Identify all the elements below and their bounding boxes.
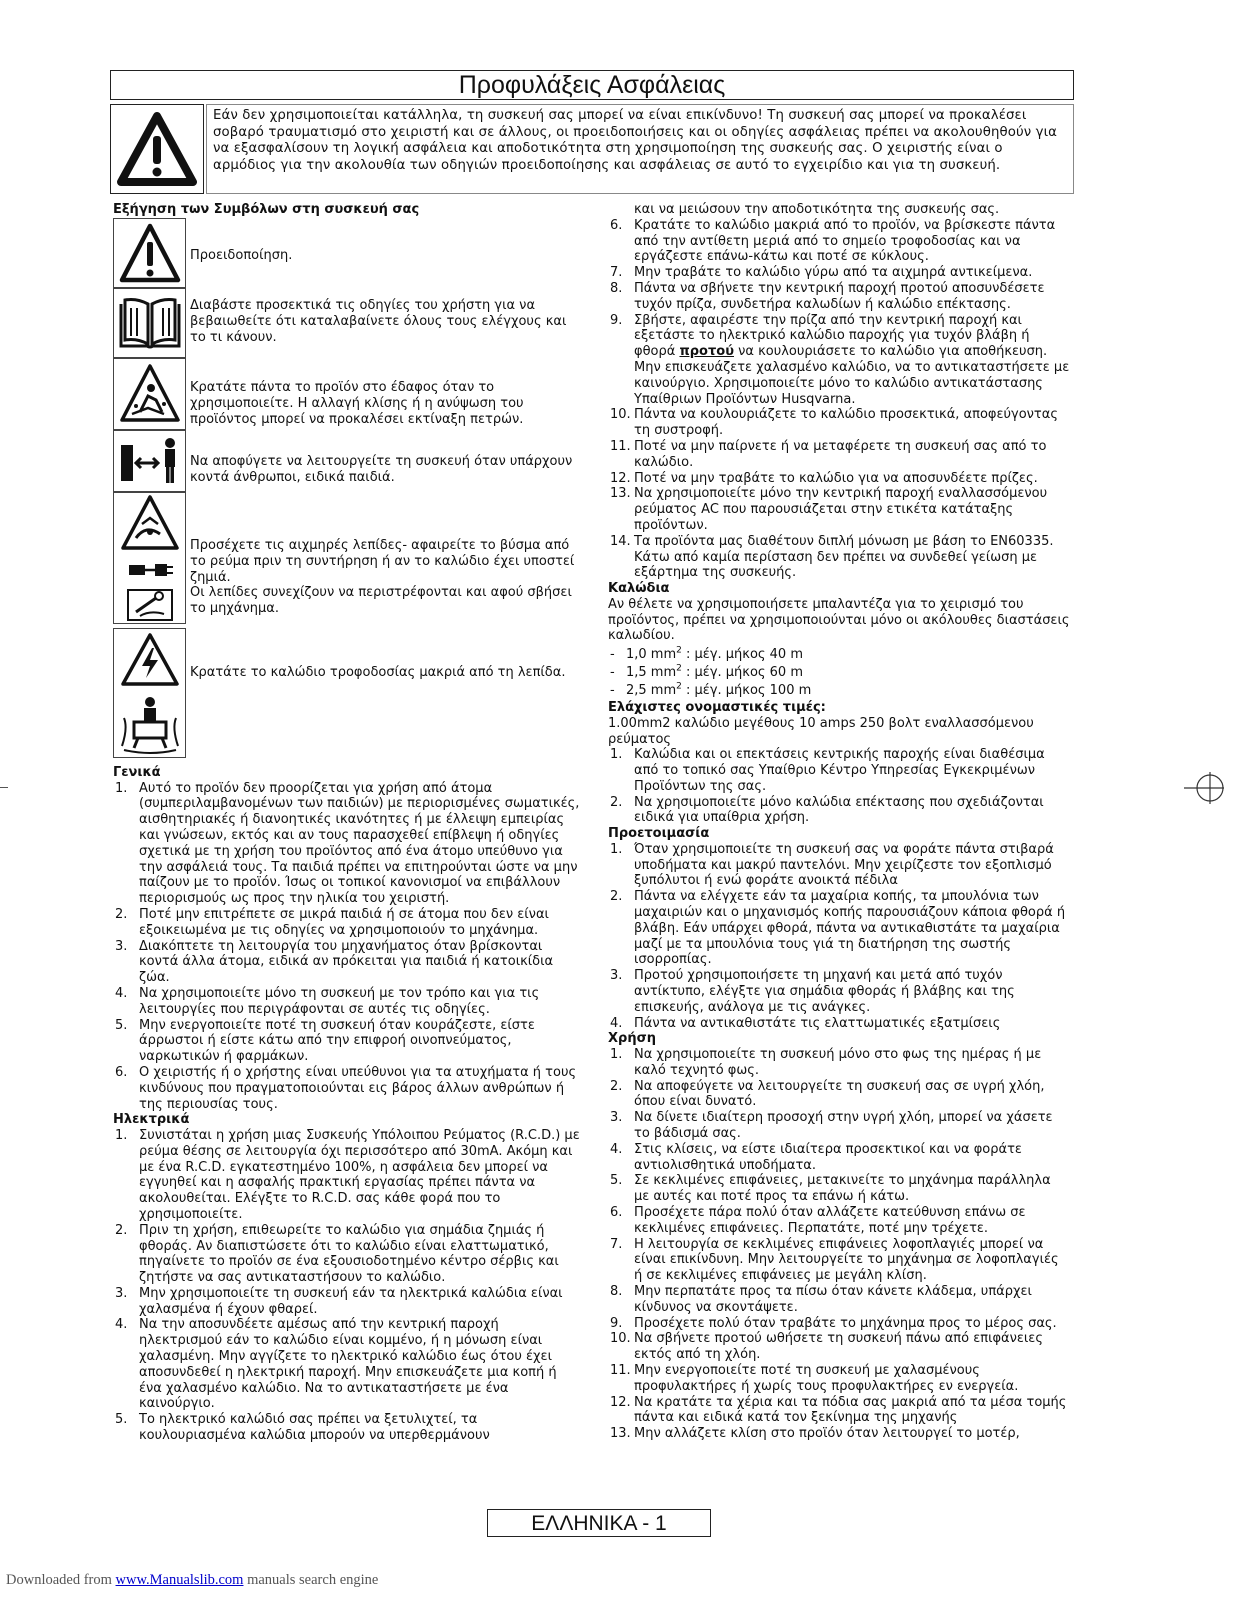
warning-symbol-label: Προειδοποίηση. <box>190 248 293 263</box>
blades-keep-rotating-text: Οι λεπίδες συνεχίζουν να περιστρέφονται και αφού σβήσει το μηχάνημα. <box>190 585 572 617</box>
cable-sizes-list <box>608 646 1070 700</box>
list-item: 12. Να κρατάτε τα χέρια και τα πόδια σας μακριά από τα μέσα τομής πάντα και ειδικά κατά τον ξεκίνημα της μηχανής <box>610 1394 1067 1426</box>
general-heading: Γενικά <box>113 765 161 780</box>
list-item: 5. Σε κεκλιμένες επιφάνειες, μετακινείτε το μηχάνημα παράλληλα με αυτές και ποτέ προς τα επάνω ή κάτω. <box>610 1173 1051 1205</box>
list-item: 10. Πάντα να κουλουριάζετε το καλώδιο προσεκτικά, αποφεύγοντας τη συστροφή. <box>610 407 1058 439</box>
list-item: 6. Ο χειριστής ή ο χρήστης είναι υπεύθυνοι για τα ατυχήματα ή τους κινδύνους που πραγματοποιούνται εις βάρος άλλων ανθρώπων ή της περιουσίας τους. <box>115 1064 577 1112</box>
list-item: 1. Αυτό το προϊόν δεν προορίζεται για χρήση από άτομα (συμπεριλαμβανομένων των παιδιών) με περιορισμένες σωματικές, αισθητηριακές ή διανοητικές ικανότητες ή με έλλειψη εμπειρίας και γνώσεων, εκτός και αν τους παρασχεθεί επίβλεψη ή οδηγίες σχετικά με τη χρήση του προϊόντος από ένα άτομο υπεύθυνο για την ασφάλειά τους. Τα παιδιά πρέπει να επιτηρούνται ώστε να μην παίζουν με το προϊόν. Ίσως οι τοπικοί κανονισμοί να επιβάλλουν περιορισμούς ως προς την ηλικία του χειριστή. <box>115 780 580 907</box>
use-heading: Χρήση <box>608 1031 656 1047</box>
list-item: 2. Να αποφεύγετε να λειτουργείτε τη συσκευή σας σε υγρή χλόη, όπου είναι δυνατό. <box>610 1078 1045 1110</box>
list-item: 4. Στις κλίσεις, να είστε ιδιαίτερα προσεκτικοί και να φοράτε αντιολισθητικά υποδήματα. <box>610 1141 1022 1173</box>
list-item: 8. Πάντα να σβήνετε την κεντρική παροχή προτού αποσυνδέσετε τυχόν πρίζα, συνδετήρα καλωδίων ή καλώδιο επέκτασης. <box>610 280 1045 312</box>
list-item: 6. Κρατάτε το καλώδιο μακριά από το προϊόν, να βρίσκεστε πάντα από την αντίθετη μεριά από το σημείο τροφοδοσίας και να εργάζεστε επάνω-κάτω και ποτέ σε κύκλους. <box>610 217 1056 265</box>
maintenance-icon <box>126 588 174 622</box>
list-item: 5. Το ηλεκτρικό καλώδιό σας πρέπει να ξετυλιχτεί, τα κουλουριασμένα καλώδια μπορούν να υπερθερμάνουν <box>115 1412 490 1444</box>
thrown-objects-icon <box>113 358 186 430</box>
list-item: 1. Καλώδια και οι επεκτάσεις κεντρικής παροχής είναι διαθέσιμα από το τοπικό σας Υπαίθριο Κέντρο Υπηρεσίας Εγκεκριμένων Προϊόντων της σας. <box>610 747 1045 794</box>
list-item: 6. Προσέχετε πάρα πολύ όταν αλλάζετε κατεύθυνση επάνω σε κεκλιμένες επιφάνειες. Περπατάτε, ποτέ μην τρέχετε. <box>610 1205 1026 1236</box>
use-list <box>608 1047 1070 1442</box>
list-item: 10. Να σβήνετε προτού ωθήσετε τη συσκευή πάνω από επιφάνειες εκτός από τη χλόη. <box>610 1331 1043 1363</box>
sharp-blades-icon <box>113 492 186 624</box>
list-item: 4. Να την αποσυνδέετε αμέσως από την κεντρική παροχή ηλεκτρισμού εάν το καλώδιο είναι κομμένο, ή η μόνωση είναι χαλασμένη. Μην αγγίζετε το ηλεκτρικό καλώδιο έως ότου έχει αποσυνδεθεί η ηλεκτρική παροχή. Μην επισκευάζετε μια κοπή ή ένα χαλασμένο καλώδιο. Να το αντικαταστήσετε με ένα καινούργιο. <box>115 1317 557 1412</box>
unplug-icon <box>125 555 175 585</box>
bystanders-distance-icon <box>113 430 186 492</box>
manualslib-link[interactable]: www.Manualslib.com <box>115 1572 244 1588</box>
cable-away-label: Κρατάτε το καλώδιο τροφοδοσίας μακριά από τη λεπίδα. <box>190 665 566 680</box>
bystanders-label: Να αποφύγετε να λειτουργείτε τη συσκευή όταν υπάρχουν κοντά άνθρωποι, ειδικά παιδιά. <box>190 454 573 485</box>
list-item: 11. Ποτέ να μην παίρνετε ή να μεταφέρετε τη συσκευή σας από το καλώδιο. <box>610 438 1047 470</box>
list-item: 2. Πάντα να ελέγχετε εάν τα μαχαίρια κοπής, τα μπουλόνια των μαχαιριών και ο μηχανισμός κοπής παρουσιάζουν κάποια φθορά ή βλάβη. Εάν υπάρχει φθορά, πάντα να αντικαθιστάτε τα μαχαίρια μαζί με τα μπουλόνια τους γιά τη διατήρηση της σωστής ισορροπίας. <box>610 889 1066 968</box>
list-item: 5. Μην ενεργοποιείτε ποτέ τη συσκευή όταν κουράζεστε, είστε άρρωστοι ή είστε κάτω από την επιφροή οινοπνεύματος, ναρκωτικών ή φαρμάκων. <box>115 1017 535 1065</box>
registration-mark-icon <box>1184 768 1224 808</box>
list-item: 13. Να χρησιμοποιείτε μόνο την κεντρική παροχή εναλλασσόμενου ρεύματος AC που παρουσιάζεται στην ετικέτα κατάταξης προϊόντων. <box>610 486 1048 533</box>
symbols-heading: Εξήγηση των Συμβόλων στη συσκευή σας <box>113 202 420 217</box>
page-footer: ΕΛΛΗΝΙΚΑ - 1 <box>487 1509 711 1537</box>
list-item: 9. Σβήστε, αφαιρέστε την πρίζα από την κεντρική παροχή και εξετάστε το ηλεκτρικό καλώδιο παροχής για τυχόν βλάβη ή φθορά προτού να κουλουριάσετε το καλώδιο για αποθήκευση. Μην επισκευάζετε χαλασμένο καλώδιο, να το αντικαταστήσετε με καινούργιο. Χρησιμοποιείτε μόνο το καλώδιο αντικατάστασης Υπαίθριων Προϊόντων Husqvarna. <box>610 312 1070 407</box>
list-item: 3. Να δίνετε ιδιαίτερη προσοχή στην υγρή χλόη, μπορεί να χάσετε το βάδισμά σας. <box>610 1110 1053 1142</box>
page-title: Προφυλάξεις Ασφάλειας <box>110 70 1074 100</box>
list-item: 2. Ποτέ μην επιτρέπετε σε μικρά παιδιά ή σε άτομα που δεν είναι εξοικειωμένα με τις οδηγίες να χρησιμοποιούν το μηχάνημα. <box>115 906 549 938</box>
list-item: 13. Μην αλλάζετε κλίση στο προϊόν όταν λειτουργεί το μοτέρ, <box>610 1426 1020 1442</box>
keep-on-ground-label: Κρατάτε πάντα το προϊόν στο έδαφος όταν το χρησιμοποιείτε. Η αλλαγή κλίσης ή η ανύψωση του προϊόντος μπορεί να προκαλέσει εκτίναξη πετρών. <box>190 380 524 427</box>
warning-symbol-icon <box>113 218 186 288</box>
list-item: 4. Πάντα να αντικαθιστάτε τις ελαττωματικές εξατμίσεις <box>610 1015 1001 1031</box>
list-item: 12. Ποτέ να μην τραβάτε το καλώδιο για να αποσυνδέετε πρίζες. <box>610 470 1038 486</box>
list-item: 9. Προσέχετε πολύ όταν τραβάτε το μηχάνημα προς το μέρος σας. <box>610 1315 1057 1331</box>
list-item: 4. Να χρησιμοποιείτε μόνο τη συσκευή με τον τρόπο και για τις λειτουργίες που περιγράφονται σε αυτές τις οδηγίες. <box>115 985 540 1017</box>
cables-list <box>608 747 1070 826</box>
crop-mark <box>0 787 8 788</box>
list-item: 11. Μην ενεργοποιείτε ποτέ τη συσκευή με χαλασμένους προφυλακτήρες ή χωρίς τους προφυλακτήρες εν ενεργεία. <box>610 1362 1019 1394</box>
read-manual-label: Διαβάστε προσεκτικά τις οδηγίες του χρήστη για να βεβαιωθείτε ότι καταλαβαίνετε όλους τους ελέγχους και το τι κάνουν. <box>190 298 567 345</box>
list-item: 3. Διακόπτετε τη λειτουργία του μηχανήματος όταν βρίσκονται κοντά άλλα άτομα, ειδικά αν πρόκειται για παιδιά ή κατοικίδια ζώα. <box>115 938 554 986</box>
list-item: 14. Τα προϊόντα μας διαθέτουν διπλή μόνωση με βάση το EN60335. Κάτω από καμία περίσταση δεν πρέπει να συνδεθεί γείωση με εξάρτημα της συσκευής. <box>610 533 1054 581</box>
min-ratings-text: 1.00mm2 καλώδιο μεγέθους 10 amps 250 βολτ εναλλασσόμενου ρεύματος <box>608 715 1034 747</box>
intro-warning-text: Εάν δεν χρησιμοποιείται κατάλληλα, τη συσκευή σας μπορεί να είναι επικίνδυνο! Τη συσκευή σας μπορεί να προκαλέσει σοβαρό τραυματισμό στο χειριστή και σε άλλους, οι προειδοποιήσεις και οι οδηγίες ασφάλειας πρέπει να ακολουθηθούν για να εξασφαλίσουν τη λογική ασφάλεια και αποδοτικότητα στη χρησιμοποίηση της συσκευής σας. Ο χειριστής είναι ο αρμόδιος για την ακολουθία των οδηγιών προειδοποίησης και ασφάλειας σε αυτό το εγχειρίδιο και για τη συσκευή. <box>206 104 1074 194</box>
list-item: 1. Συνιστάται η χρήση μιας Συσκευής Υπόλοιπου Ρεύματος (R.C.D.) με ρεύμα θέσης σε λειτουργία όχι περισσότερο από 30mA. Ακόμη και με ένα R.C.D. εγκατεστημένο 100%, η ασφάλεια δεν μπορεί να εγγυηθεί και η ασφαλής πρακτική εργασίας πρέπει πάντα να ακολουθείται. Ελέγξτε το R.C.D. σας κάθε φορά που το χρησιμοποιείτε. <box>115 1127 580 1222</box>
list-item: - 2,5 $mm^2$ : μέγ. μήκος 100 m <box>610 681 812 699</box>
cable-away-from-blade-icon <box>118 694 182 754</box>
general-list <box>113 781 583 1113</box>
electrical-list-continued <box>608 218 1070 581</box>
list-item: 2. Πριν τη χρήση, επιθεωρείτε το καλώδιο για σημάδια ζημιάς ή φθοράς. Αν διαπιστώσετε ότι το καλώδιο είναι ελαττωματικό, πηγαίνετε το προϊόν σε ένα εξουσιοδοτημένο κέντρο σέρβις και ζητήστε να σας αντικαταστήσουν το καλώδιο. <box>115 1222 559 1286</box>
list-item: 3. Προτού χρησιμοποιήσετε τη μηχανή και μετά από τυχόν αντίκτυπο, ελέγξτε για σημάδια φθοράς ή βλάβης και της επισκευής, ανάλογα με τις ανάγκες. <box>610 968 1015 1015</box>
electrical-heading: Ηλεκτρικά <box>113 1112 190 1128</box>
electrical-list <box>113 1128 583 1444</box>
sharp-blades-label <box>190 538 582 617</box>
electric-hazard-icon <box>113 628 186 758</box>
list-item: - 1,0 $mm^2$ : μέγ. μήκος 40 m <box>610 645 804 663</box>
list-item: 1. Να χρησιμοποιείτε τη συσκευή μόνο στο φως της ημέρας ή με καλό τεχνητό φως. <box>610 1047 1042 1078</box>
list-item: 7. Η λειτουργία σε κεκλιμένες επιφάνειες λοφοπλαγιές μπορεί να είναι επικίνδυνη. Μην λειτουργείτε το μηχάνημα σε λοφοπλαγιές ή σε κεκλιμένες επιφάνειες με μεγάλη κλίση. <box>610 1236 1059 1284</box>
warning-triangle-icon <box>110 104 204 194</box>
list-item: 3. Μην χρησιμοποιείτε τη συσκευή εάν τα ηλεκτρικά καλώδια είναι χαλασμένα ή έχουν φθαρεί. <box>115 1285 563 1317</box>
list-item: 7. Μην τραβάτε το καλώδιο γύρω από τα αιχμηρά αντικείμενα. <box>610 265 1033 281</box>
right-column <box>608 202 1070 1442</box>
preparation-heading: Προετοιμασία <box>608 826 710 842</box>
list-item: - 1,5 $mm^2$ : μέγ. μήκος 60 m <box>610 663 804 681</box>
list-item: 2. Να χρησιμοποιείτε μόνο καλώδια επέκτασης που σχεδιάζονται ειδικά για υπαίθρια χρήση. <box>610 794 1044 826</box>
sharp-blades-text: Προσέχετε τις αιχμηρές λεπίδες- αφαιρείτε το βύσμα από το ρεύμα πριν τη συντήρηση ή αν το καλώδιο έχει υποστεί ζημιά. <box>190 538 575 585</box>
min-ratings-heading: Ελάχιστες ονομαστικές τιμές: <box>608 700 826 716</box>
cables-intro: Αν θέλετε να χρησιμοποιήσετε μπαλαντέζα για το χειρισμό του προϊόντος, πρέπει να χρησιμοποιούνται μόνο οι ακόλουθες διαστάσεις καλωδίου. <box>608 596 1070 644</box>
download-note: Downloaded from www.Manualslib.com manuals search engine <box>6 1572 379 1588</box>
list-item: 1. Όταν χρησιμοποιείτε τη συσκευή σας να φοράτε πάντα στιβαρά υποδήματα και μακρύ παντελόνι. Μην χειρίζεστε τον εξοπλισμό ξυπόλυτοι ή ενώ φοράτε ανοικτά πέδιλα <box>610 841 1054 889</box>
list-item: 8. Μην περπατάτε προς τα πίσω όταν κάνετε κλάδεμα, υπάρχει κίνδυνος να σκοντάψετε. <box>610 1283 1032 1315</box>
read-manual-icon <box>113 288 186 358</box>
cables-heading: Καλώδια <box>608 581 670 597</box>
electrical-continuation: και να μειώσουν την αποδοτικότητα της συσκευής σας. <box>634 202 1000 217</box>
preparation-list <box>608 842 1070 1032</box>
general-section <box>113 765 583 1444</box>
